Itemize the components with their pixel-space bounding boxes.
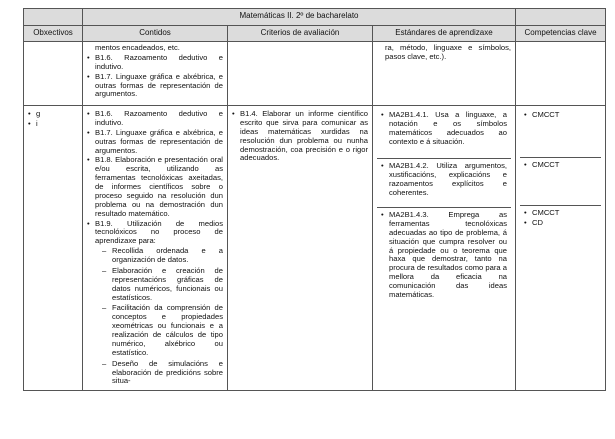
list-item: • CD [524, 219, 597, 228]
table-row [24, 106, 606, 391]
contidos-continuation: mentos encadeados, etc. [95, 43, 180, 52]
header-contidos: Contidos [83, 26, 228, 42]
contidos-list [87, 110, 223, 386]
estandar-block [377, 108, 511, 159]
header-criterios: Criterios de avaliación [228, 26, 373, 42]
competencias-cell [516, 42, 606, 106]
competencia-block [520, 108, 601, 158]
obxectivos-cell [24, 42, 83, 106]
column-header-row [24, 26, 606, 42]
competencia-list [524, 161, 597, 170]
list-item [87, 220, 223, 387]
list-item: • B1.7. Linguaxe gráfica e alxébrica, e outras formas de representación de argumentos. [87, 129, 223, 156]
list-item: • g [28, 110, 78, 119]
sublist-item: – Elaboración e creación de representacións gráficas de datos numéricos, funcionais ou estatísticos. [102, 267, 223, 303]
sublist-item: – Deseño de simulacións e elaboración de predicións sobre situa- [102, 360, 223, 387]
header-obxectivos: Obxectivos [24, 26, 83, 42]
criterios-cell [228, 42, 373, 106]
contidos-cell [83, 42, 228, 106]
competencia-block [520, 158, 601, 206]
header-estandares: Estándares de aprendizaxe [373, 26, 516, 42]
sublist-item: – Recollida ordenada e a organización de datos. [102, 247, 223, 265]
obxectivos-cell [24, 106, 83, 391]
estandares-cell [373, 106, 516, 391]
table-title-row [24, 9, 606, 26]
sublist-item: – Facilitación da comprensión de conceptos e propiedades xeométricas ou funcionais e a realización de cálculos de tipo numérico, alxébrico ou estatístico. [102, 304, 223, 357]
estandar-list [381, 111, 507, 147]
obxectivos-list [28, 110, 78, 129]
list-item: • MA2B1.4.1. Usa a linguaxe, a notación e os símbolos matemáticos adecuados ao contexto e á situación. [381, 111, 507, 147]
estandar-block [377, 159, 511, 208]
estandar-block [377, 208, 511, 305]
header-competencias: Competencias clave [516, 26, 606, 42]
list-item: • B1.4. Elaborar un informe científico escrito que sirva para comunicar as ideas matemáticas xurdidas na resolución dun problema ou nunha demostración, coa precisión e o rigor adecuados. [232, 110, 368, 163]
list-item: • B1.7. Linguaxe gráfica e alxébrica, e outras formas de representación de argumentos. [87, 73, 223, 100]
list-item: • MA2B1.4.2. Utiliza argumentos, xustificacións, explicacións e razoamentos explícitos e coherentes. [381, 162, 507, 198]
competencias-cell [516, 106, 606, 391]
curriculum-table [23, 8, 606, 391]
estandares-continuation: ra, método, linguaxe e símbolos, pasos clave, etc.). [385, 43, 512, 61]
list-item: • B1.6. Razoamento dedutivo e indutivo. [87, 110, 223, 128]
list-item: • MA2B1.4.3. Emprega as ferramentas tecnolóxicas adecuadas ao tipo de problema, á situación que cumpra resolver ou á propiedade ou o teorema que haxa que demostrar, tanto na procura de resultados como para a mellora da eficacia na comunicación das ideas matemáticas. [381, 211, 507, 300]
list-item: • B1.6. Razoamento dedutivo e indutivo. [87, 54, 223, 72]
competencia-list [524, 111, 597, 120]
blank-header-cell [24, 9, 83, 26]
competencia-list [524, 209, 597, 228]
list-item: • CMCCT [524, 111, 597, 120]
contidos-list [87, 54, 223, 99]
estandar-list [381, 211, 507, 300]
estandar-list [381, 162, 507, 198]
list-item: • i [28, 120, 78, 129]
criterios-list [232, 110, 368, 163]
list-item: • CMCCT [524, 161, 597, 170]
criterios-cell [228, 106, 373, 391]
table-title: Matemáticas II. 2º de bacharelato [83, 9, 516, 26]
list-item: • CMCCT [524, 209, 597, 218]
blank-header-cell [516, 9, 606, 26]
competencia-block [520, 206, 601, 232]
estandares-cell [373, 42, 516, 106]
table-row [24, 42, 606, 106]
contidos-cell [83, 106, 228, 391]
list-item-text: B1.9. Utilización de medios tecnolóxicos no proceso de aprendizaxe para: [95, 218, 223, 246]
list-item: • B1.8. Elaboración e presentación oral e/ou escrita, utilizando as ferramentas tecnolóxicas axeitadas, de informes científicos sobre o proceso seguido na resolución dun problema ou na demostración dun resultado matemático. [87, 156, 223, 218]
contidos-sublist [95, 247, 223, 386]
